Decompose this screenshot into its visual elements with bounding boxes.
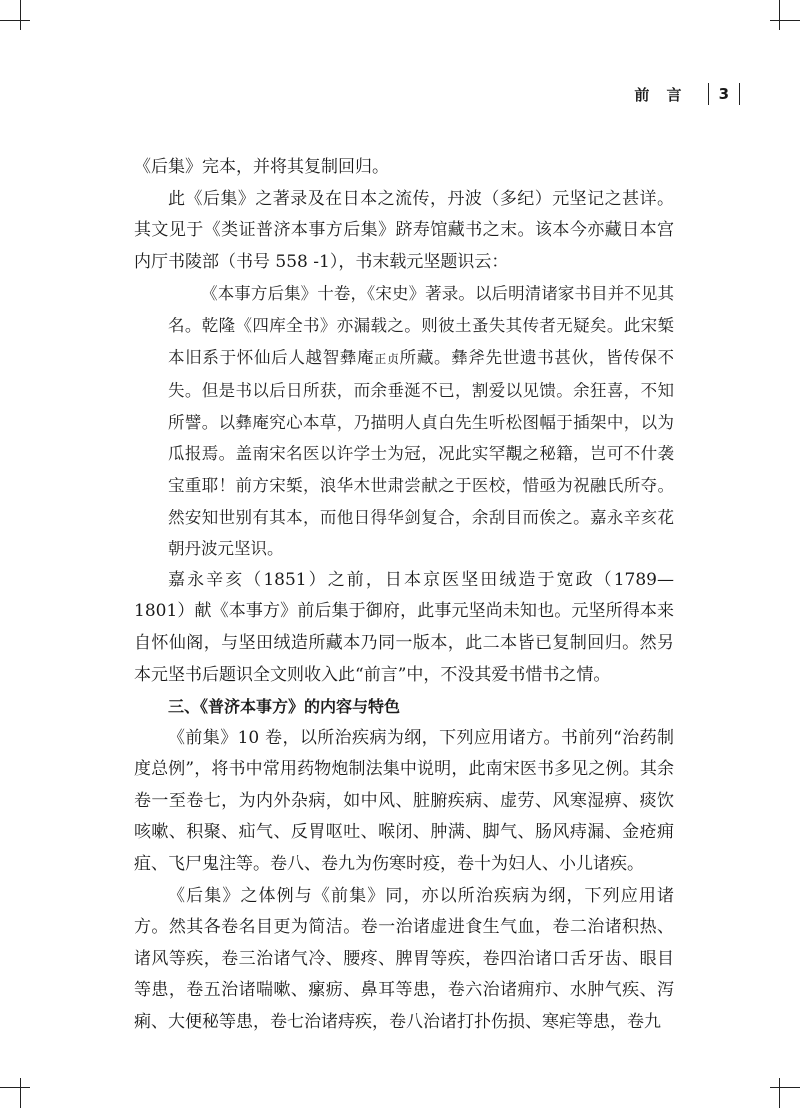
crop-mark-top-left-h — [0, 20, 30, 21]
crop-mark-top-right-h — [770, 20, 800, 21]
crop-mark-bottom-left-h — [0, 1087, 30, 1088]
paragraph-3: 嘉永辛亥（1851）之前，日本京医坚田绒造于宽政（1789—1801）献《本事方》前后集于御府，此事元坚尚未知也。元坚所得本来自怀仙阁，与坚田绒造所藏本乃同一版本，此二本皆已复制回归。然另本元坚书后题识全文则收入此“前言”中，不没其爱书惜书之情。 — [134, 569, 674, 685]
quote-text-b: 所藏。彝斧先世遗书甚伙，皆传保不失。但是书以后日所获，而余垂涎不已，割爱以见馈。余狂喜，不知所譬。以彝庵究心本草，乃描明人貞白先生听松图幅于插架中，以为瓜报焉。盖南宋名医以许学士为冠，况此实罕覯之秘籍，岂可不什袭宝重耶！前方宋椠，浪华木世肃尝献之于医校，惜亟为祝融氏所夺。然安知世别有其本，而他日得华剑复合，余刮目而俟之。嘉永辛亥花朝丹波元坚识。 — [168, 347, 675, 559]
crop-mark-bottom-right-h — [770, 1087, 800, 1088]
paragraph-2: 此《后集》之著录及在日本之流传，丹波（多纪）元坚记之甚详。其文见于《类证普济本事方后集》跻寿馆藏书之末。该本今亦藏日本宫内厅书陵部（书号 558 -1），书末载元坚题识云： — [134, 188, 674, 272]
page-body — [134, 152, 674, 1039]
crop-mark-bottom-left-v — [20, 1078, 21, 1108]
paragraph-5: 《后集》之体例与《前集》同，亦以所治疾病为纲，下列应用诸方。然其各卷名目更为简洁。卷一治诸虚进食生气血，卷二治诸积热、诸风等疾，卷三治诸气冷、腰疼、脾胃等疾，卷四治诸口舌牙齿、眼目等患，卷五治诸喘嗽、瘰疬、鼻耳等患，卷六治诸痈疖、水肿气疾、泻痢、大便秘等患，卷七治诸痔疾，卷八治诸打扑伤损、寒疟等患，卷九 — [134, 885, 674, 1033]
quote-small-note: 正贞 — [374, 351, 400, 366]
header-divider-right — [739, 83, 740, 105]
crop-mark-top-right-v — [779, 0, 780, 30]
block-quote — [134, 278, 674, 564]
crop-mark-top-left-v — [20, 0, 21, 30]
paragraph-4: 《前集》10 卷，以所治疾病为纲，下列应用诸方。书前列“治药制度总例”，将书中常用药物炮制法集中说明，此南宋医书多见之例。其余卷一至卷七，为内外杂病，如中风、脏腑疾病、虚劳、风寒湿痹、痰饮咳嗽、积聚、疝气、反胃呕吐、喉闭、肿满、脚气、肠风痔漏、金疮痈疽、飞尸鬼注等。卷八、卷九为伤寒时疫，卷十为妇人、小儿诸疾。 — [134, 727, 674, 875]
page-number: 3 — [718, 85, 729, 103]
paragraph-1: 《后集》完本，并将其复制回归。 — [134, 157, 389, 177]
running-header — [634, 82, 740, 106]
section-heading: 三、《普济本事方》的内容与特色 — [168, 697, 401, 717]
quote-text-a: 《本事方后集》十卷，《宋史》著录。以后明清诸家书目并不见其名。乾隆《四库全书》亦漏载之。则彼土蚤失其传者无疑矣。此宋椠本旧系于怀仙后人越智彝庵 — [168, 284, 674, 367]
crop-mark-bottom-right-v — [779, 1078, 780, 1108]
section-title: 前 言 — [634, 85, 688, 104]
